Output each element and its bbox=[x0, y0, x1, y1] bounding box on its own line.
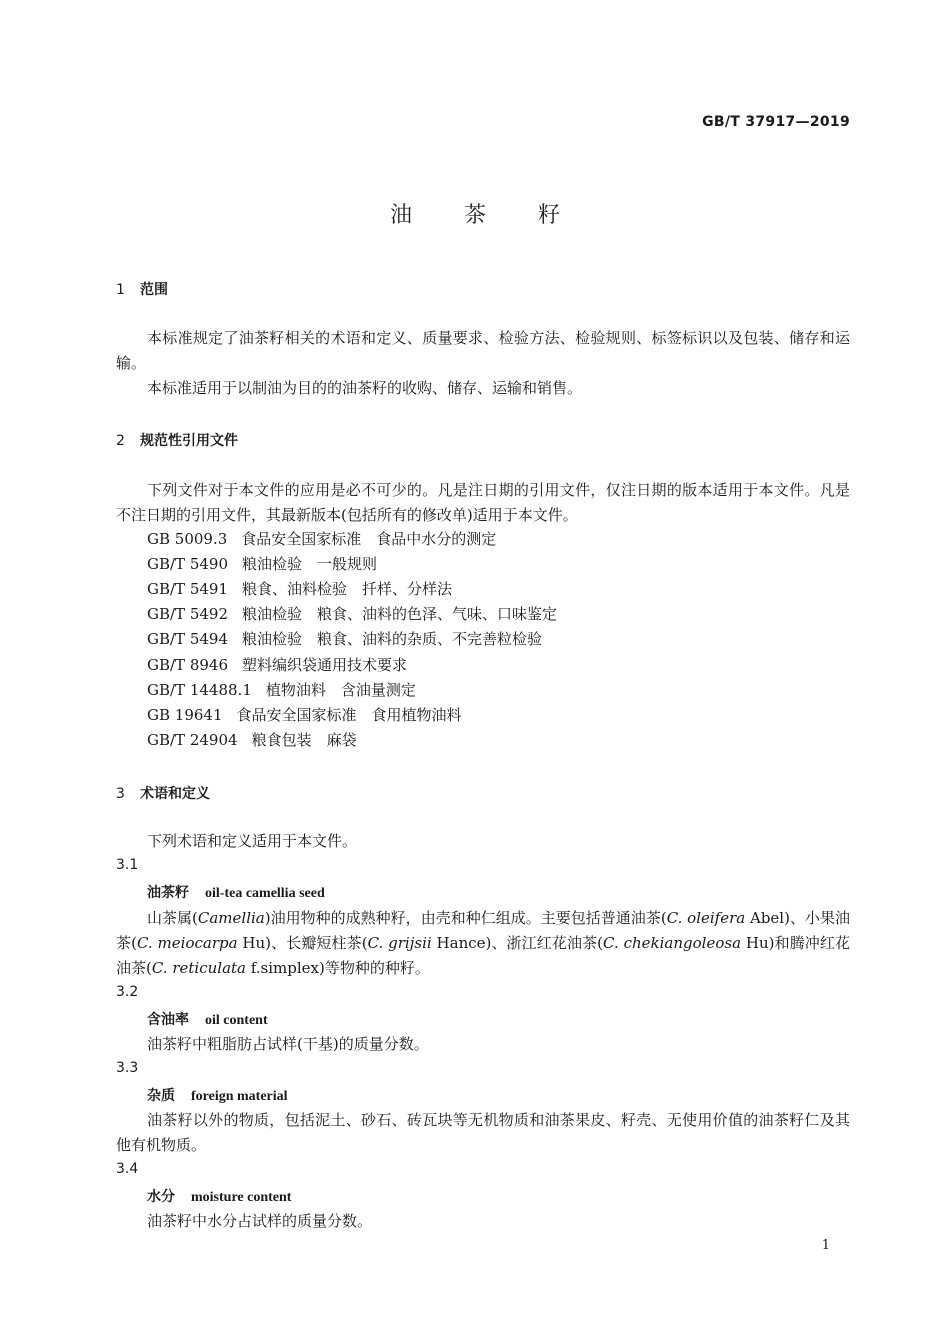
reference-item bbox=[147, 729, 357, 750]
term-definition: 油茶籽以外的物质，包括泥土、砂石、砖瓦块等无机物质和油茶果皮、籽壳、无使用价值的油茶籽仁及其他有机物质。 bbox=[116, 1111, 850, 1154]
reference-item bbox=[147, 628, 542, 649]
reference-code: GB/T 5491 bbox=[147, 580, 229, 598]
reference-code: GB/T 24904 bbox=[147, 731, 238, 749]
clause-number: 3.4 bbox=[116, 1161, 139, 1177]
term-en: foreign material bbox=[191, 1089, 288, 1104]
section-number: 2 bbox=[116, 433, 125, 449]
reference-code: GB/T 14488.1 bbox=[147, 681, 252, 699]
section-heading-normative-references bbox=[116, 430, 238, 450]
reference-title: 塑料编织袋通用技术要求 bbox=[242, 656, 408, 674]
term-zh: 水分 bbox=[147, 1189, 175, 1205]
section-number: 3 bbox=[116, 786, 125, 802]
reference-item bbox=[147, 553, 377, 574]
reference-title: 粮油检验 粮食、油料的杂质、不完善粒检验 bbox=[242, 630, 543, 648]
reference-code: GB/T 5490 bbox=[147, 555, 229, 573]
terms-intro: 下列术语和定义适用于本文件。 bbox=[147, 832, 358, 850]
reference-title: 粮油检验 一般规则 bbox=[242, 555, 378, 573]
term-zh: 含油率 bbox=[147, 1012, 189, 1028]
section-number: 1 bbox=[116, 282, 125, 298]
reference-code: GB/T 5494 bbox=[147, 630, 229, 648]
clause-number: 3.2 bbox=[116, 984, 139, 1000]
reference-title: 粮食、油料检验 扦样、分样法 bbox=[242, 580, 453, 598]
references-intro-paragraph: 下列文件对于本文件的应用是必不可少的。凡是注日期的引用文件，仅注日期的版本适用于本文件。凡是不注日期的引用文件，其最新版本(包括所有的修改单)适用于本文件。 bbox=[116, 481, 850, 524]
section-heading-scope bbox=[116, 279, 168, 299]
term-zh: 油茶籽 bbox=[147, 885, 189, 901]
reference-item bbox=[147, 603, 557, 624]
section-title: 术语和定义 bbox=[140, 786, 210, 802]
reference-code: GB 19641 bbox=[147, 706, 223, 724]
document-title: 油茶籽 bbox=[389, 203, 612, 228]
reference-title: 食品安全国家标准 食用植物油料 bbox=[236, 706, 462, 724]
reference-item bbox=[147, 654, 407, 675]
term-entry bbox=[147, 882, 325, 902]
section-heading-terms bbox=[116, 783, 210, 803]
reference-title: 粮食包装 麻袋 bbox=[251, 731, 357, 749]
clause-number: 3.3 bbox=[116, 1060, 139, 1076]
reference-title: 植物油料 含油量测定 bbox=[265, 681, 416, 699]
term-entry bbox=[147, 1186, 291, 1206]
term-entry bbox=[147, 1085, 288, 1105]
term-entry bbox=[147, 1009, 268, 1029]
reference-code: GB/T 5492 bbox=[147, 605, 229, 623]
reference-title: 粮油检验 粮食、油料的色泽、气味、口味鉴定 bbox=[242, 605, 558, 623]
term-en: oil-tea camellia seed bbox=[205, 886, 325, 901]
section-title: 范围 bbox=[140, 282, 168, 298]
scope-paragraph-2: 本标准适用于以制油为目的的油茶籽的收购、储存、运输和销售。 bbox=[147, 379, 583, 397]
reference-item bbox=[147, 578, 452, 599]
term-definition: 油茶籽中粗脂肪占试样(干基)的质量分数。 bbox=[147, 1035, 429, 1053]
reference-item bbox=[147, 528, 496, 549]
term-zh: 杂质 bbox=[147, 1088, 175, 1104]
scope-paragraph-1: 本标准规定了油茶籽相关的术语和定义、质量要求、检验方法、检验规则、标签标识以及包装、储存和运输。 bbox=[116, 329, 850, 372]
term-definition: 油茶籽中水分占试样的质量分数。 bbox=[147, 1212, 373, 1230]
section-title: 规范性引用文件 bbox=[140, 433, 238, 449]
standard-number: GB/T 37917—2019 bbox=[702, 114, 850, 130]
reference-title: 食品安全国家标准 食品中水分的测定 bbox=[241, 530, 497, 548]
reference-code: GB 5009.3 bbox=[147, 530, 228, 548]
reference-code: GB/T 8946 bbox=[147, 656, 229, 674]
term-definition-3-1: 山茶属(Camellia)油用物种的成熟种籽，由壳和种仁组成。主要包括普通油茶(C. oleifera Abel)、小果油茶(C. meiocarpa Hu)、长瓣短柱茶(C. grijsii Hance)、浙江红花油茶(C. chekiangoleosa Hu)和腾冲红花油茶(C. reticulata f.simplex)等物种的种籽。 bbox=[116, 909, 851, 977]
page-number: 1 bbox=[821, 1238, 830, 1253]
term-en: oil content bbox=[205, 1013, 268, 1028]
reference-item bbox=[147, 679, 416, 700]
term-en: moisture content bbox=[191, 1190, 292, 1205]
clause-number: 3.1 bbox=[116, 857, 139, 873]
reference-item bbox=[147, 704, 462, 725]
